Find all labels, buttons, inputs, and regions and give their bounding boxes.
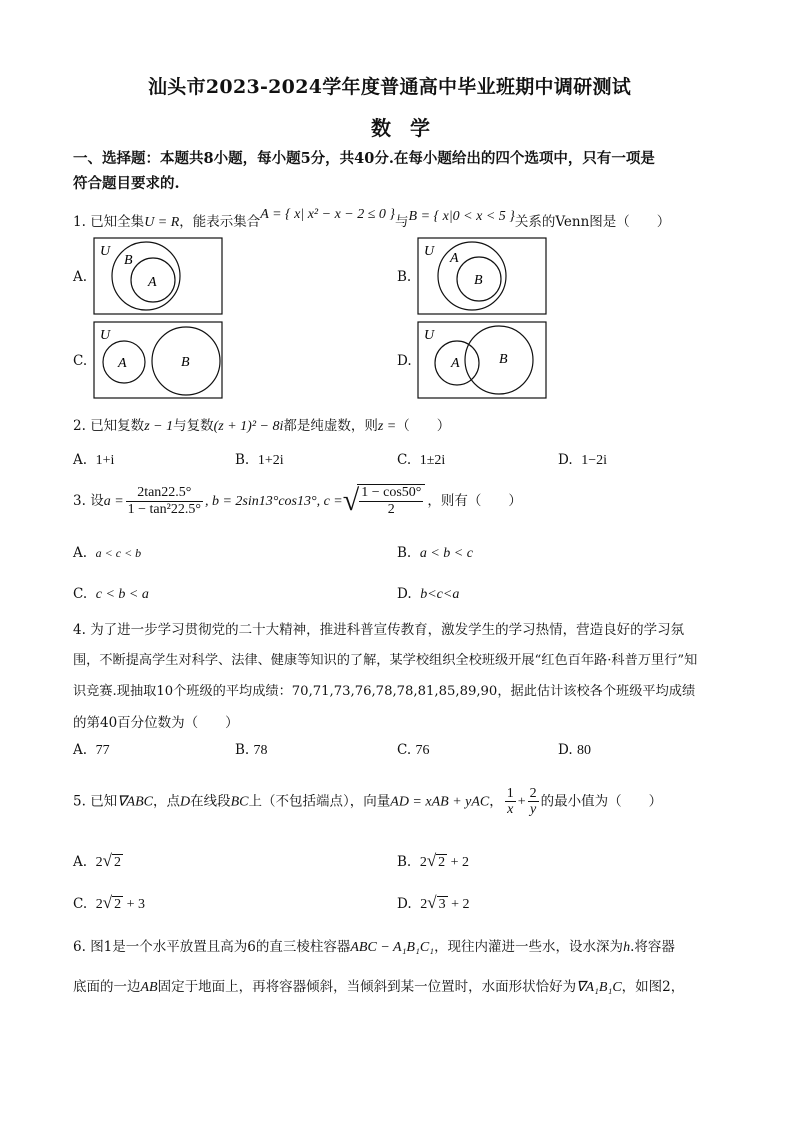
q5-option-a-coef: 2 [95, 855, 103, 870]
venn-diagram-d[interactable] [417, 321, 547, 399]
q2-option-c[interactable] [397, 452, 445, 469]
radical-sign-icon: √ [102, 851, 112, 870]
q5-option-a[interactable] [73, 851, 123, 871]
q2-option-d-label: D. [558, 452, 573, 468]
q4-option-b[interactable] [235, 742, 268, 759]
q1-text-c: 与 [395, 214, 409, 230]
q3-option-c-value: c < b < a [95, 587, 149, 602]
q3-number: 3. [73, 492, 86, 509]
q1-text-b: ，能表示集合 [179, 214, 261, 230]
q2-option-a-label: A. [73, 452, 88, 468]
q2-option-d[interactable] [558, 452, 607, 469]
q3-c-denominator: 2 [387, 502, 395, 518]
venn-b-inner-label: B [474, 273, 483, 288]
q5-text-b: ，点 [153, 793, 180, 810]
q6-prism: ABC − A₁B₁C₁ [350, 940, 435, 955]
q4-option-d[interactable] [558, 742, 591, 759]
venn-a-inner-label: A [148, 275, 157, 290]
q6-text-e: 固定于地面上，再将容器倾斜，当倾斜到某一位置时，水面形状恰好为 [157, 979, 577, 995]
q2-text-a: 已知复数 [90, 418, 145, 434]
q5-option-c-radicand: 2 [114, 897, 122, 912]
venn-d-u-label: U [424, 328, 435, 343]
q2-text-b: 与复数 [173, 418, 214, 434]
venn-c-u-label: U [100, 328, 111, 343]
q3-c-root-sign: √ [342, 484, 360, 517]
q3-c-numerator: 1 − cos50° [359, 485, 423, 502]
q3-a-lhs: a = [103, 493, 124, 509]
q6-text-a: 图1是一个水平放置且高为6的直三棱柱容器 [90, 939, 351, 955]
question-3 [73, 484, 522, 519]
q3-option-c-label: C. [73, 586, 88, 602]
q3-option-b[interactable] [397, 545, 473, 562]
q5-text-d: 上（不包括端点），向量 [248, 793, 391, 810]
q5-frac1-num: 1 [506, 786, 514, 801]
venn-diagram-a[interactable] [93, 237, 223, 315]
q5-frac2 [528, 786, 539, 818]
q5-frac1 [505, 786, 516, 818]
q2-math-b: (z + 1)² − 8i [213, 419, 284, 434]
q3-option-b-label: B. [397, 545, 412, 561]
q5-option-c-value [95, 893, 145, 912]
q2-option-d-value: 1−2i [581, 453, 608, 468]
q4-option-a-label: A. [73, 742, 88, 758]
q5-text-a: 已知 [90, 793, 118, 810]
q5-option-a-label: A. [73, 854, 88, 870]
subject-title: 数 学 [371, 116, 436, 140]
q2-text-c: 都是纯虚数，则 [283, 418, 378, 434]
q5-option-b-coef: 2 [419, 855, 427, 870]
q5-option-c-label: C. [73, 896, 88, 912]
venn-b-u-label: U [424, 244, 435, 259]
q6-text-f: ，如图2， [621, 979, 685, 995]
q5-option-c-coef: 2 [95, 897, 103, 912]
question-4-line2: 围，不断提高学生对科学、法律、健康等知识的了解，某学校组织全校班级开展“红色百年路·科普万里行”知 [73, 653, 698, 668]
q1-math-u: U = R [144, 215, 180, 230]
q5-point-d: D [180, 794, 191, 810]
q2-option-b[interactable] [235, 452, 284, 469]
q5-option-d-label: D. [397, 896, 412, 912]
q1-number: 1. [73, 214, 86, 230]
venn-b-outer-label: A [450, 251, 459, 266]
q3-a-numerator: 2tan22.5° [126, 485, 203, 502]
q5-option-d-coef: 2 [420, 897, 428, 912]
q4-option-d-value: 80 [576, 743, 591, 758]
q6-number: 6. [73, 939, 86, 955]
question-4-line4: 的第40百分位数为（ ） [73, 715, 239, 731]
q6-text-d: 底面的一边 [73, 979, 141, 995]
q2-text-d: （ ） [396, 418, 451, 434]
q3-option-c[interactable] [73, 586, 149, 603]
q2-option-a[interactable] [73, 452, 114, 469]
q3-option-a[interactable] [73, 545, 141, 561]
q5-option-d-value [420, 893, 470, 912]
q3-option-d[interactable] [397, 586, 459, 603]
q5-vector-eq: AD = xAB + yAC [390, 794, 490, 810]
q3-option-d-label: D. [397, 586, 412, 602]
q5-option-d-radicand: 3 [438, 897, 446, 912]
q5-option-c[interactable] [73, 893, 145, 913]
q1-option-b-label[interactable]: B. [397, 269, 412, 285]
q5-text-e: 的最小值为（ ） [540, 793, 663, 810]
q5-option-b[interactable] [397, 851, 469, 871]
venn-a-u-label: U [100, 244, 111, 259]
venn-diagram-b[interactable] [417, 237, 547, 315]
q5-triangle: ∇ABC [117, 794, 153, 810]
q5-plus: + [517, 794, 526, 810]
q1-set-a: A = { x| x² − x − 2 ≤ 0 } [260, 207, 396, 222]
q5-option-b-radicand: 2 [438, 855, 446, 870]
q5-option-b-label: B. [397, 854, 412, 870]
q2-option-a-value: 1+i [95, 453, 115, 468]
q2-math-a: z − 1 [144, 419, 174, 434]
q4-option-a[interactable] [73, 742, 110, 759]
q6-text-b: ，现往内灌进一些水，设水深为 [434, 939, 624, 955]
radical-sign-icon: √ [102, 893, 113, 912]
q5-option-b-const: + 2 [447, 855, 470, 870]
q5-option-a-radicand: 2 [113, 855, 121, 870]
q3-text-b: ，则有（ ） [427, 492, 522, 509]
q6-water-triangle: ∇A₁B₁C [576, 980, 622, 995]
q6-depth-h: h [623, 940, 631, 955]
q4-option-c-value: 76 [415, 743, 430, 758]
venn-a-outer-circle [112, 242, 180, 310]
q6-edge-ab: AB [140, 980, 158, 995]
q5-option-c-const: + 3 [123, 897, 145, 912]
q5-frac2-den: y [530, 802, 537, 818]
section-heading-line2: 符合题目要求的. [73, 175, 180, 192]
q1-text-a: 已知全集 [90, 214, 145, 230]
q3-option-d-value: b<c<a [420, 587, 460, 602]
q3-b-expr: , b = 2sin13°cos13°, c = [204, 493, 343, 509]
radical-sign-icon: √ [427, 893, 437, 912]
venn-c-left-label: A [118, 356, 127, 371]
q3-a-denominator: 1 − tan²22.5° [127, 501, 201, 517]
question-1 [73, 207, 671, 231]
q3-text-a: 设 [90, 492, 104, 509]
q2-number: 2. [73, 418, 86, 434]
q4-option-b-value: 78 [253, 743, 268, 758]
q5-comma: ， [489, 793, 503, 810]
venn-d-universe-rect [418, 322, 546, 398]
q1-option-a-label[interactable]: A. [73, 269, 88, 285]
q6-text-c: .将容器 [630, 939, 675, 955]
question-4-line1 [73, 618, 684, 638]
q3-option-b-value: a < b < c [419, 546, 473, 561]
venn-a-outer-label: B [124, 253, 133, 268]
q5-segment-bc: BC [230, 794, 249, 810]
q2-option-c-label: C. [397, 452, 412, 468]
question-5 [73, 786, 662, 818]
question-4-line3: 识竞赛.现抽取10个班级的平均成绩：70,71,73,76,78,78,81,85,89,90，据此估计该校各个班级平均成绩 [73, 684, 696, 699]
q5-number: 5. [73, 793, 86, 810]
venn-c-universe-rect [94, 322, 222, 398]
q5-text-c: 在线段 [190, 793, 231, 810]
q5-frac2-num: 2 [529, 786, 537, 801]
q3-a-fraction [126, 485, 203, 518]
q3-option-a-label: A. [73, 545, 88, 561]
q4-option-b-label: B. [235, 742, 250, 758]
q3-c-fraction [357, 484, 425, 518]
q2-option-c-value: 1±2i [419, 453, 446, 468]
q4-number: 4. [73, 622, 86, 638]
q1-set-b: B = { x|0 < x < 5 } [408, 209, 515, 224]
q2-math-c: z = [377, 419, 397, 434]
q4-option-c[interactable] [397, 742, 429, 759]
q1-text-d: 关系的Venn图是（ ） [514, 214, 671, 230]
q4-option-d-label: D. [558, 742, 573, 758]
q2-option-b-label: B. [235, 452, 250, 468]
venn-a-universe-rect [94, 238, 222, 314]
q1-option-c-label[interactable]: C. [73, 353, 88, 369]
q5-frac1-den: x [507, 802, 514, 818]
exam-title: 汕头市2023-2024学年度普通高中毕业班期中调研测试 [148, 76, 632, 98]
q5-option-d[interactable] [397, 893, 469, 913]
venn-d-left-label: A [451, 356, 460, 371]
question-6-line2 [73, 975, 684, 996]
venn-d-right-label: B [499, 352, 508, 367]
q5-option-b-value [419, 851, 470, 870]
radical-sign-icon: √ [426, 851, 437, 870]
venn-c-right-label: B [181, 355, 190, 370]
q1-option-d-label[interactable]: D. [397, 353, 412, 369]
section-heading: 一、选择题：本题共8小题，每小题5分，共40分.在每小题给出的四个选项中，只有一项是 [73, 150, 655, 167]
q3-option-a-value: a < c < b [95, 546, 142, 560]
q4-option-c-label: C. [397, 742, 412, 758]
question-2 [73, 414, 450, 435]
venn-diagram-c[interactable] [93, 321, 223, 399]
q4-option-a-value: 77 [95, 743, 110, 758]
question-6-line1 [73, 935, 675, 956]
q5-option-a-value [95, 851, 123, 870]
q4-line1: 为了进一步学习贯彻党的二十大精神，推进科普宣传教育，激发学生的学习热情，营造良好的学习氛 [90, 622, 685, 638]
q2-option-b-value: 1+2i [257, 453, 284, 468]
q5-option-d-const: + 2 [447, 897, 470, 912]
